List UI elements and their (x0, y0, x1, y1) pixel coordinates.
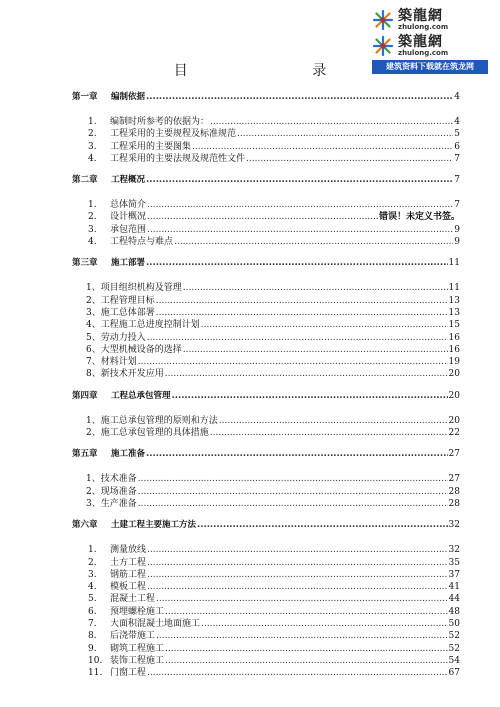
toc-entry-title: 生产准备 (100, 498, 137, 509)
toc-page-number: 15 (448, 320, 460, 331)
toc-entry-label (88, 665, 146, 678)
toc-page-number: 48 (448, 606, 460, 617)
toc-leader-dots (197, 520, 448, 530)
toc-entry-title: 后浇带施工 (110, 631, 156, 642)
toc-entry-row[interactable] (72, 665, 460, 677)
toc-leader-dots (138, 487, 448, 497)
toc-entry-number: 6. (88, 606, 97, 617)
toc-page-number: 16 (448, 332, 460, 343)
snowflake-logo-icon (372, 35, 394, 57)
toc-entry-title: 承包范围 (110, 224, 147, 235)
toc-entry-label (72, 256, 145, 268)
toc-entry-title: 工程采用的主要图集 (110, 141, 192, 152)
toc-page-number: 9 (454, 224, 460, 235)
toc-entry-label (88, 114, 209, 127)
toc-entry-row[interactable] (72, 628, 460, 640)
toc-leader-dots (147, 668, 448, 678)
toc-entry-number: 7、 (86, 357, 101, 368)
logo-url: zhulong.com (398, 23, 449, 31)
toc-leader-dots (146, 258, 448, 268)
toc-entry-label (88, 139, 191, 152)
toc-page-number: 7 (454, 200, 460, 211)
toc-entry-label (88, 209, 146, 222)
toc-entry-title: 现场准备 (100, 486, 137, 497)
toc-entry-title: 编制依据 (111, 92, 146, 102)
toc-entry-label (88, 653, 164, 666)
toc-entry-label (86, 330, 146, 343)
toc-leader-dots (147, 545, 448, 555)
toc-page-number: 9 (454, 237, 460, 248)
toc-entry-row[interactable] (72, 317, 460, 329)
toc-entry-row[interactable] (72, 484, 460, 496)
toc-entry-label (88, 616, 200, 629)
toc-entry-row[interactable] (72, 209, 460, 221)
toc-entry-number: 2. (88, 129, 97, 140)
toc-entry-number: 11. (88, 668, 103, 679)
toc-entry-row[interactable] (72, 139, 460, 151)
section-gap (72, 271, 460, 280)
toc-page-number: 32 (448, 545, 460, 556)
toc-page-number: 32 (448, 520, 460, 531)
toc-page-number: 4 (454, 92, 460, 102)
toc-entry-number: 1. (88, 117, 97, 127)
toc-entry-row[interactable] (72, 222, 460, 234)
toc-entry-title: 装饰工程施工 (110, 655, 165, 666)
toc-entry-number: 5、 (86, 332, 101, 343)
toc-entry-title: 编制时所参考的依据为： (110, 117, 210, 127)
toc-entry-label (86, 413, 218, 426)
toc-entry-title: 施工准备 (111, 449, 146, 460)
toc-entry-row[interactable] (72, 567, 460, 579)
toc-page-number: 20 (448, 415, 460, 426)
toc-entry-row[interactable] (72, 366, 460, 378)
toc-entry-label (88, 604, 164, 617)
toc-chapter-row[interactable] (72, 90, 460, 105)
toc-page-number: 54 (448, 655, 460, 666)
toc-chapter-row[interactable] (72, 256, 460, 271)
toc-page-number: 22 (448, 428, 460, 439)
toc-entry-label (88, 222, 146, 235)
section-gap (72, 379, 460, 389)
toc-entry-number: 2. (88, 557, 97, 568)
toc-entry-label (86, 293, 155, 306)
toc-leader-dots (138, 474, 448, 484)
toc-entry-label (88, 579, 146, 592)
toc-entry-title: 大型机械设备的选择 (100, 344, 182, 355)
toc-entry-row[interactable] (72, 354, 460, 366)
toc-leader-dots (165, 644, 448, 654)
toc-entry-label (72, 173, 145, 185)
toc-leader-dots (156, 631, 448, 641)
toc-entry-title: 项目组织机构及管理 (100, 283, 182, 294)
toc-page-number: 11 (448, 258, 460, 269)
toc-entry-label (88, 591, 155, 604)
toc-entry-row[interactable] (72, 114, 460, 126)
toc-entry-label (88, 151, 245, 164)
toc-entry-number: 4、 (86, 320, 101, 331)
toc-entry-row[interactable] (72, 342, 460, 354)
toc-entry-label (86, 425, 209, 438)
toc-leader-dots (147, 570, 448, 580)
toc-entry-row[interactable] (72, 197, 460, 209)
toc-entry-row[interactable] (72, 653, 460, 665)
toc-entry-row[interactable] (72, 591, 460, 603)
toc-leader-dots (172, 391, 448, 401)
toc-entry-label (88, 542, 146, 555)
section-gap (72, 246, 460, 256)
toc-entry-title: 施工部署 (111, 258, 146, 269)
toc-entry-number: 第三章 (72, 258, 98, 269)
toc-entry-number: 4. (88, 237, 97, 248)
toc-page-number: 37 (448, 569, 460, 580)
toc-leader-dots (147, 212, 378, 222)
toc-entry-title: 工程采用的主要法规及规范性文件 (110, 153, 246, 164)
toc-entry-number: 第一章 (72, 92, 98, 102)
toc-entry-number: 9. (88, 643, 97, 654)
toc-leader-dots (165, 607, 448, 617)
toc-page-number: 35 (448, 557, 460, 568)
toc-entry-title: 设计概况 (110, 212, 147, 223)
toc-page-number: 7 (454, 175, 460, 186)
toc-leader-dots (146, 449, 448, 459)
toc-entry-title: 模板工程 (110, 582, 147, 593)
toc-page-number: 16 (448, 344, 460, 355)
toc-entry-label (86, 317, 200, 330)
toc-entry-label (86, 354, 137, 367)
toc-entry-label (88, 126, 236, 139)
toc-entry-number: 3. (88, 569, 97, 580)
toc-entry-row[interactable] (72, 471, 460, 483)
section-gap (72, 163, 460, 173)
toc-page-number: 19 (448, 357, 460, 368)
toc-entry-row[interactable] (72, 542, 460, 554)
toc-entry-title: 土建工程主要施工方法 (111, 520, 197, 531)
toc-entry-title: 钢筋工程 (110, 569, 147, 580)
toc-chapter-row[interactable] (72, 173, 460, 188)
toc-bookmark-error: 错误！未定义书签。 (378, 212, 460, 223)
section-gap (72, 437, 460, 447)
toc-entry-number: 6、 (86, 344, 101, 355)
toc-page-number: 27 (448, 474, 460, 485)
toc-entry-number: 7. (88, 619, 97, 630)
toc-page-number: 20 (448, 390, 460, 401)
toc-entry-row[interactable] (72, 555, 460, 567)
toc-entry-label (88, 197, 146, 210)
toc-entry-row[interactable] (72, 280, 460, 292)
toc-entry-label (88, 234, 173, 247)
toc-entry-row[interactable] (72, 293, 460, 305)
section-gap (72, 508, 460, 518)
toc-leader-dots (147, 225, 453, 235)
toc-leader-dots (237, 129, 453, 139)
toc-entry-label (88, 567, 146, 580)
toc-entry-title: 测量放线 (110, 545, 147, 556)
toc-leader-dots (183, 283, 448, 293)
toc-entry-label (86, 280, 182, 293)
toc-leader-dots (146, 175, 453, 185)
toc-entry-number: 3、 (86, 498, 101, 509)
toc-entry-title: 工程总承包管理 (111, 390, 171, 401)
toc-entry-number: 8. (88, 631, 97, 642)
toc-entry-row[interactable] (72, 413, 460, 425)
toc-entry-number: 2、 (86, 428, 101, 439)
toc-page-number: 50 (448, 619, 460, 630)
logo-url: zhulong.com (398, 49, 449, 57)
toc-entry-number: 10. (88, 655, 103, 666)
toc-page-number: 13 (448, 307, 460, 318)
toc-entry-title: 劳动力投入 (100, 332, 146, 343)
logo-name: 築龍網 (398, 34, 443, 50)
toc-entry-row[interactable] (72, 151, 460, 163)
toc-entry-title: 材料计划 (100, 357, 137, 368)
toc-entry-title: 工程特点与难点 (110, 237, 174, 248)
toc-entry-number: 4. (88, 153, 97, 164)
toc-page-number: 52 (448, 631, 460, 642)
section-gap (72, 533, 460, 542)
toc-entry-title: 工程管理目标 (100, 295, 155, 306)
toc-entry-number: 1、 (86, 474, 101, 485)
toc-entry-title: 工程施工总进度控制计划 (100, 320, 200, 331)
toc-leader-dots (174, 237, 453, 247)
toc-leader-dots (210, 428, 448, 438)
toc-entry-label (86, 305, 155, 318)
toc-entry-title: 大面积混凝土地面施工 (110, 619, 201, 630)
toc-leader-dots (201, 619, 448, 629)
toc-entry-number: 8、 (86, 369, 101, 380)
toc-entry-number: 第六章 (72, 520, 98, 531)
toc-leader-dots (183, 345, 448, 355)
toc-chapter-row[interactable] (72, 518, 460, 533)
toc-entry-row[interactable] (72, 604, 460, 616)
toc-page-number: 27 (448, 449, 460, 460)
toc-page-number: 41 (448, 582, 460, 593)
toc-leader-dots (165, 656, 448, 666)
toc-entry-number: 1. (88, 200, 97, 211)
logo-banner: 建筑资料下载就在筑龙网 (372, 60, 488, 74)
toc-entry-label (72, 389, 171, 401)
toc-page-number: 7 (454, 153, 460, 164)
toc-entry-title: 施工总承包管理的原则和方法 (100, 415, 218, 426)
toc-leader-dots (165, 369, 448, 379)
toc-entry-label (88, 628, 155, 641)
toc-entry-number: 1、 (86, 415, 101, 426)
toc-entry-label (86, 342, 182, 355)
toc-page-number: 11 (448, 283, 460, 294)
toc-entry-number: 4. (88, 582, 97, 593)
toc-page-number: 5 (454, 129, 460, 140)
toc-entry-row[interactable] (72, 305, 460, 317)
toc-entry-label (88, 555, 146, 568)
toc-entry-label (86, 366, 164, 379)
toc-entry-number: 2、 (86, 486, 101, 497)
toc-page-number: 67 (448, 668, 460, 679)
toc-page-number: 28 (448, 486, 460, 497)
toc-entry-label (72, 90, 145, 102)
toc-entry-row[interactable] (72, 496, 460, 508)
toc-entry-number: 2. (88, 212, 97, 223)
toc-entry-number: 3. (88, 141, 97, 152)
toc-entry-number: 3. (88, 224, 97, 235)
toc-entry-number: 第五章 (72, 449, 98, 460)
toc-entry-title: 砌筑工程施工 (110, 643, 165, 654)
toc-entry-title: 新技术开发应用 (100, 369, 164, 380)
toc-page-number: 44 (448, 594, 460, 605)
toc-entry-title: 门窗工程 (110, 668, 147, 679)
toc-entry-row[interactable] (72, 126, 460, 138)
toc-entry-label (72, 518, 196, 530)
toc-page-number: 52 (448, 643, 460, 654)
snowflake-logo-icon (372, 9, 394, 31)
toc-leader-dots (201, 320, 448, 330)
toc-entry-title: 施工总承包管理的具体措施 (100, 428, 209, 439)
toc-entry-number: 2、 (86, 295, 101, 306)
toc-entry-title: 混凝土工程 (110, 594, 156, 605)
toc-entry-number: 第二章 (72, 175, 98, 186)
toc-page-number: 4 (454, 117, 460, 127)
toc-leader-dots (138, 499, 448, 509)
table-of-contents (72, 90, 460, 678)
toc-entry-number: 3、 (86, 307, 101, 318)
toc-entry-number: 第四章 (72, 390, 98, 401)
toc-page-number: 13 (448, 295, 460, 306)
toc-entry-title: 总体简介 (110, 200, 147, 211)
toc-leader-dots (210, 117, 453, 127)
toc-leader-dots (138, 357, 448, 367)
toc-entry-row[interactable] (72, 330, 460, 342)
toc-leader-dots (156, 296, 448, 306)
toc-entry-title: 工程采用的主要规程及标准规范 (110, 129, 237, 140)
toc-entry-number: 1、 (86, 283, 101, 294)
toc-entry-label (86, 484, 137, 497)
toc-entry-title: 工程概况 (111, 175, 146, 186)
toc-chapter-row[interactable] (72, 447, 460, 462)
section-gap (72, 462, 460, 471)
toc-entry-title: 施工总体部署 (100, 307, 155, 318)
toc-entry-number: 1. (88, 545, 97, 556)
toc-leader-dots (147, 582, 448, 592)
toc-entry-row[interactable] (72, 425, 460, 437)
toc-entry-number: 5. (88, 594, 97, 605)
toc-entry-row[interactable] (72, 579, 460, 591)
toc-entry-label (88, 641, 164, 654)
toc-leader-dots (246, 154, 453, 164)
toc-entry-row[interactable] (72, 641, 460, 653)
toc-entry-label (72, 447, 145, 459)
section-gap (72, 188, 460, 197)
page-title: 目 录 (173, 63, 387, 79)
toc-entry-title: 技术准备 (100, 474, 137, 485)
section-gap (72, 404, 460, 413)
toc-leader-dots (146, 92, 453, 102)
toc-entry-title: 预埋螺栓施工 (110, 606, 165, 617)
toc-entry-label (86, 496, 137, 509)
toc-leader-dots (147, 333, 448, 343)
section-gap (72, 105, 460, 114)
toc-entry-title: 土方工程 (110, 557, 147, 568)
toc-entry-row[interactable] (72, 234, 460, 246)
toc-entry-row[interactable] (72, 616, 460, 628)
toc-leader-dots (156, 594, 448, 604)
toc-leader-dots (219, 416, 448, 426)
toc-page-number: 28 (448, 498, 460, 509)
toc-chapter-row[interactable] (72, 389, 460, 404)
toc-page-number: 20 (448, 369, 460, 380)
toc-page-number: 6 (454, 141, 460, 152)
logo-name: 築龍網 (398, 8, 443, 24)
toc-leader-dots (147, 558, 448, 568)
toc-entry-label (86, 471, 137, 484)
